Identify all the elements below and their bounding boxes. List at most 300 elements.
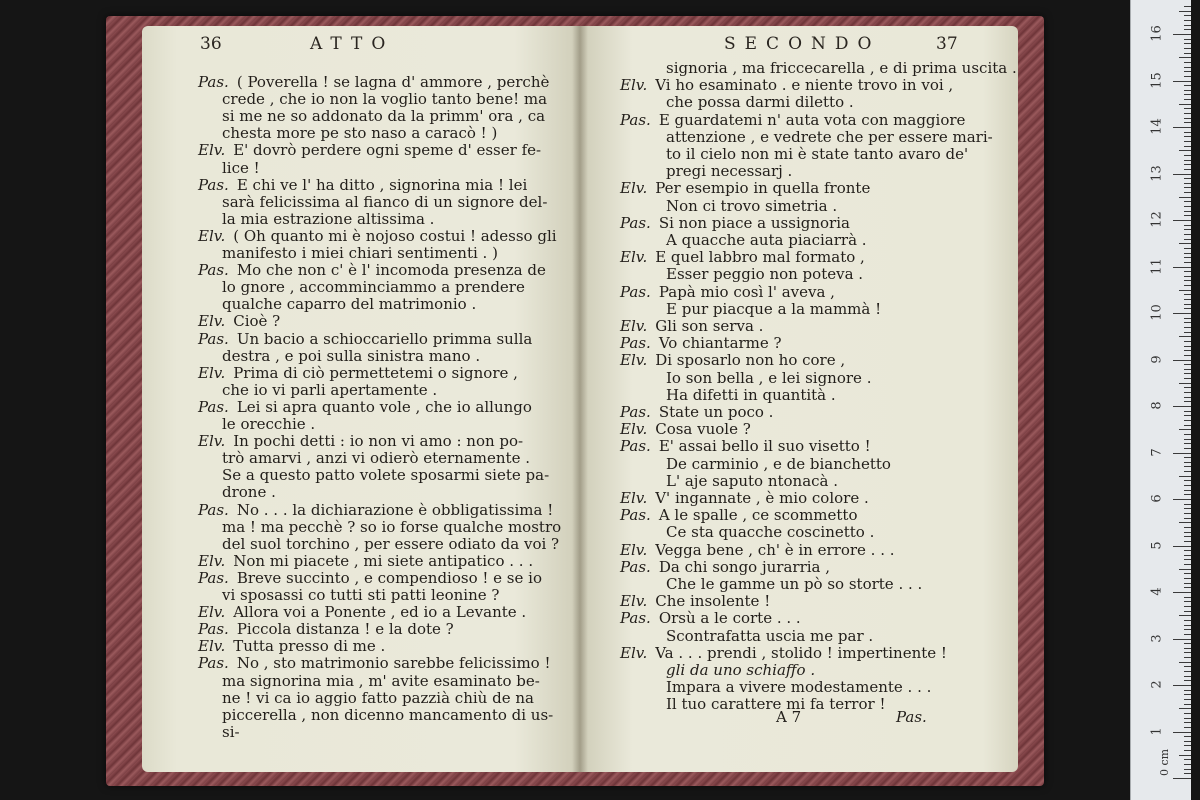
speaker-label: Elv. (198, 363, 226, 382)
line-text: Un bacio a schioccariello primma sulla (236, 329, 533, 348)
text-line (222, 108, 545, 125)
ruler-tick (1184, 299, 1191, 300)
ruler-tick (1173, 546, 1191, 547)
line-text: E pur piacque a la mammà ! (666, 299, 882, 318)
text-line (620, 490, 869, 507)
ruler-tick (1184, 318, 1191, 319)
line-text: pregi necessarj . (666, 162, 793, 181)
text-line (198, 655, 551, 672)
ruler-number: 11 (1149, 257, 1165, 275)
ruler-tick (1184, 71, 1191, 72)
line-text: si- (222, 722, 240, 741)
ruler-tick (1184, 304, 1191, 305)
line-text: Impara a vivere modestamente . . . (666, 678, 932, 697)
line-text: ( Oh quanto mi è nojoso costui ! adesso gli (233, 226, 557, 245)
ruler-tick (1184, 6, 1191, 7)
ruler-tick (1184, 387, 1191, 388)
line-text: V' ingannate , è mio colore . (655, 489, 869, 507)
text-line (666, 60, 1017, 77)
ruler-tick (1184, 169, 1191, 170)
ruler-tick (1184, 462, 1191, 463)
ruler-number: 6 (1149, 494, 1165, 503)
line-text: la mia estrazione altissima . (222, 209, 435, 228)
text-line (222, 125, 497, 142)
speaker-label: Pas. (198, 620, 229, 639)
line-text: attenzione , e vedrete che per essere mari- (666, 127, 993, 146)
ruler-tick (1184, 629, 1191, 630)
ruler-tick (1173, 685, 1191, 686)
text-line (222, 382, 437, 399)
line-text: A quacche auta piaciarrà . (666, 231, 867, 249)
line-text: lo gnore , accomminciammo a prendere (222, 278, 525, 297)
text-line (620, 249, 865, 266)
text-line (666, 456, 891, 473)
ruler-tick (1184, 108, 1191, 109)
ruler-tick (1184, 583, 1191, 584)
ruler-tick (1184, 94, 1191, 95)
ruler-tick (1184, 471, 1191, 472)
ruler-tick (1184, 155, 1191, 156)
line-text: del suol torchino , per essere odiato da voi ? (222, 534, 560, 553)
ruler-tick (1184, 494, 1191, 495)
text-line (222, 416, 315, 433)
ruler-tick (1184, 332, 1191, 333)
ruler-tick (1184, 420, 1191, 421)
line-text: Che le gamme un pò so storte . . . (666, 575, 923, 593)
line-text: E' dovrò perdere ogni speme d' esser fe- (233, 141, 542, 160)
ruler-tick (1184, 555, 1191, 556)
line-text: Allora voi a Ponente , ed io a Levante . (233, 603, 527, 622)
ruler-tick (1173, 81, 1191, 82)
text-line (222, 690, 534, 707)
ruler-tick (1184, 201, 1191, 202)
ruler-tick (1184, 271, 1191, 272)
line-text: chesta more pe sto naso a caracò ! ) (222, 124, 498, 143)
ruler-tick (1184, 643, 1191, 644)
ruler-tick (1173, 778, 1191, 779)
line-text: Cioè ? (233, 312, 281, 331)
ruler-tick (1184, 53, 1191, 54)
ruler-tick (1184, 559, 1191, 560)
text-line (198, 433, 523, 450)
measuring-ruler (1130, 0, 1191, 800)
ruler-tick (1184, 573, 1191, 574)
ruler-tick (1184, 666, 1191, 667)
ruler-tick (1184, 490, 1191, 491)
ruler-tick (1184, 750, 1191, 751)
ruler-tick (1184, 253, 1191, 254)
speaker-label: Pas. (198, 175, 229, 194)
ruler-tick (1184, 178, 1191, 179)
line-text: le orecchie . (222, 415, 316, 433)
line-text: E' assai bello il suo visetto ! (658, 437, 871, 456)
ruler-tick (1184, 85, 1191, 86)
speaker-label: Pas. (198, 500, 229, 519)
ruler-tick (1184, 415, 1191, 416)
ruler-tick (1184, 690, 1191, 691)
ruler-tick (1184, 364, 1191, 365)
ruler-tick (1184, 99, 1191, 100)
speaker-label: Pas. (198, 654, 229, 673)
line-text: No . . . la dichiarazione è obbligatissima ! (236, 500, 554, 519)
speaker-label: Elv. (198, 141, 226, 160)
ruler-number: 9 (1149, 354, 1165, 364)
ruler-tick (1184, 773, 1191, 774)
ruler-tick (1179, 336, 1191, 337)
line-text: State un poco . (658, 403, 774, 421)
text-line (666, 198, 837, 215)
line-text: Cosa vuole ? (655, 420, 751, 439)
ruler-tick (1184, 211, 1191, 212)
ruler-tick (1184, 550, 1191, 551)
text-line (620, 438, 871, 455)
ruler-tick (1184, 62, 1191, 63)
ruler-tick (1184, 457, 1191, 458)
line-text: L' aje saputo ntonacà . (666, 471, 839, 490)
ruler-tick (1184, 122, 1191, 123)
ruler-tick (1184, 694, 1191, 695)
text-line (666, 232, 867, 249)
ruler-tick (1184, 578, 1191, 579)
line-text: crede , che io non la voglio tanto bene! ma (222, 90, 548, 109)
ruler-tick (1173, 313, 1191, 314)
ruler-tick (1184, 736, 1191, 737)
speaker-label: Elv. (620, 179, 648, 198)
line-text: to il cielo non mi è state tanto avaro de' (666, 145, 969, 163)
ruler-tick (1184, 132, 1191, 133)
text-line (666, 576, 922, 593)
line-text: Vo chiantarme ? (658, 334, 782, 353)
ruler-tick (1184, 508, 1191, 509)
ruler-tick (1184, 676, 1191, 677)
ruler-tick (1173, 732, 1191, 733)
text-line (222, 245, 498, 262)
speaker-label: Pas. (198, 568, 229, 587)
line-text: vi sposassi co tutti sti patti leonine ? (222, 586, 500, 604)
text-line (666, 94, 854, 111)
text-line (222, 673, 540, 690)
ruler-tick (1184, 206, 1191, 207)
line-text: si me ne so addonato da la primm' ora , ca (222, 107, 546, 126)
ruler-tick (1184, 285, 1191, 286)
speaker-label: Elv. (198, 603, 226, 622)
text-line (222, 450, 530, 467)
ruler-number: 5 (1149, 540, 1165, 550)
text-line (222, 724, 240, 741)
text-line (620, 318, 763, 335)
text-line (222, 519, 561, 536)
text-line (666, 679, 931, 696)
ruler-tick (1184, 48, 1191, 49)
text-line (666, 163, 792, 180)
text-line (620, 507, 857, 524)
speaker-label: Elv. (620, 489, 648, 507)
line-text: Gli son serva . (655, 317, 764, 335)
ruler-tick (1184, 215, 1191, 216)
ruler-tick (1184, 160, 1191, 161)
ruler-tick (1184, 239, 1191, 240)
ruler-tick (1184, 764, 1191, 765)
text-line (620, 352, 845, 369)
line-text: Mo che non c' è l' incomoda presenza de (236, 261, 546, 280)
text-line (666, 301, 881, 318)
line-text: Che insolente ! (655, 592, 771, 611)
line-text: ma ! ma pecchè ? so io forse qualche mostro (222, 517, 562, 536)
ruler-tick (1179, 197, 1191, 198)
ruler-tick (1184, 378, 1191, 379)
speaker-label: Pas. (620, 506, 651, 525)
line-text: Non mi piacete , mi siete antipatico . . . (233, 551, 534, 570)
ruler-tick (1184, 485, 1191, 486)
ruler-tick (1184, 606, 1191, 607)
text-line (620, 180, 870, 197)
ruler-tick (1184, 76, 1191, 77)
text-line (620, 284, 835, 301)
text-line (222, 536, 559, 553)
text-line (198, 262, 546, 279)
right-running-head: SECONDO (724, 34, 881, 54)
text-line (666, 266, 863, 283)
speaker-label: Pas. (198, 329, 229, 348)
text-line (198, 638, 385, 655)
speaker-label: Elv. (620, 248, 648, 267)
text-line (198, 570, 542, 587)
ruler-tick (1179, 57, 1191, 58)
ruler-tick (1184, 713, 1191, 714)
ruler-tick (1184, 397, 1191, 398)
text-line (620, 335, 782, 352)
line-text: Vegga bene , ch' è in errore . . . (655, 540, 895, 559)
ruler-tick (1179, 662, 1191, 663)
ruler-tick (1184, 620, 1191, 621)
ruler-tick (1184, 625, 1191, 626)
line-text: trò amarvi , anzi vi odierò eternamente . (222, 449, 530, 468)
text-line (198, 228, 557, 245)
text-line (620, 404, 773, 421)
ruler-tick (1184, 350, 1191, 351)
line-text: E quel labbro mal formato , (655, 248, 865, 267)
ruler-number: 13 (1149, 164, 1165, 182)
ruler-number: 1 (1149, 726, 1165, 736)
line-text: ne ! vi ca io aggio fatto pazzià chiù de na (222, 688, 534, 707)
ruler-tick (1173, 453, 1191, 454)
ruler-tick (1184, 136, 1191, 137)
speaker-label: Pas. (620, 437, 651, 456)
text-line (666, 370, 871, 387)
ruler-tick (1179, 522, 1191, 523)
text-line (198, 177, 527, 194)
ruler-tick (1184, 648, 1191, 649)
ruler-tick (1179, 104, 1191, 105)
ruler-tick (1184, 611, 1191, 612)
line-text: In pochi detti : io non vi amo : non po- (233, 432, 524, 451)
text-line (222, 296, 476, 313)
ruler-tick (1184, 769, 1191, 770)
ruler-tick (1173, 360, 1191, 361)
ruler-tick (1184, 280, 1191, 281)
right-page-number: 37 (936, 34, 958, 54)
speaker-label: Elv. (620, 592, 648, 611)
text-line (620, 421, 751, 438)
ruler-tick (1173, 174, 1191, 175)
ruler-tick (1184, 164, 1191, 165)
speaker-label: Elv. (620, 351, 648, 370)
right-page-text (580, 26, 1018, 772)
ruler-tick (1184, 118, 1191, 119)
ruler-number: 12 (1149, 211, 1165, 228)
line-text: Va . . . prendi , stolido ! impertinente ! (655, 643, 947, 662)
text-line (620, 542, 895, 559)
ruler-tick (1179, 429, 1191, 430)
text-line (620, 215, 850, 232)
text-line (666, 473, 838, 490)
ruler-number: 4 (1149, 587, 1165, 596)
line-text: gli da uno schiaffo . (666, 661, 816, 679)
ruler-tick (1184, 355, 1191, 356)
text-line (198, 74, 549, 91)
line-text: Se a questo patto volete sposarmi siete pa- (222, 466, 550, 485)
line-text: Lei si apra quanto vole , che io allungo (236, 397, 532, 416)
text-line (198, 313, 280, 330)
speaker-label: Elv. (198, 432, 226, 451)
line-text: Orsù a le corte . . . (658, 609, 801, 628)
ruler-tick (1184, 187, 1191, 188)
ruler-unit-label: 0 cm (1158, 748, 1172, 777)
ruler-tick (1179, 615, 1191, 616)
text-line (198, 604, 526, 621)
ruler-tick (1184, 276, 1191, 277)
ruler-tick (1184, 722, 1191, 723)
ruler-tick (1184, 527, 1191, 528)
text-line (666, 628, 873, 645)
ruler-tick (1184, 113, 1191, 114)
text-line (620, 593, 770, 610)
text-line (198, 365, 518, 382)
ruler-tick (1184, 257, 1191, 258)
ruler-tick (1184, 518, 1191, 519)
ruler-tick (1184, 434, 1191, 435)
line-text: Vi ho esaminato . e niente trovo in voi , (655, 76, 954, 95)
text-line (620, 112, 965, 129)
ruler-tick (1184, 532, 1191, 533)
ruler-tick (1173, 639, 1191, 640)
text-line (666, 129, 993, 146)
line-text: A le spalle , ce scommetto (658, 506, 858, 525)
ruler-tick (1184, 346, 1191, 347)
speaker-label: Elv. (198, 551, 226, 570)
line-text: lice ! (222, 158, 260, 177)
speaker-label: Elv. (620, 317, 648, 335)
ruler-tick (1184, 587, 1191, 588)
line-text: Tutta presso di me . (233, 637, 386, 656)
ruler-tick (1184, 699, 1191, 700)
ruler-number: 16 (1149, 25, 1165, 42)
line-text: ma signorina mia , m' avite esaminato be- (222, 671, 540, 690)
ruler-tick (1173, 220, 1191, 221)
text-line (222, 484, 276, 501)
ruler-tick (1173, 267, 1191, 268)
speaker-label: Pas. (198, 73, 229, 91)
ruler-number: 14 (1149, 118, 1165, 135)
speaker-label: Pas. (620, 110, 651, 129)
ruler-tick (1179, 290, 1191, 291)
ruler-tick (1184, 466, 1191, 467)
line-text: Prima di ciò permettetemi o signore , (233, 363, 518, 382)
speaker-label: Pas. (620, 403, 651, 421)
ruler-tick (1184, 680, 1191, 681)
line-text: Il tuo carattere mi fa terror ! (666, 695, 886, 714)
ruler-tick (1184, 294, 1191, 295)
ruler-tick (1173, 499, 1191, 500)
text-line (666, 524, 874, 541)
line-text: E chi ve l' ha ditto , signorina mia ! lei (236, 175, 528, 194)
ruler-tick (1184, 480, 1191, 481)
text-line (666, 387, 836, 404)
text-line (222, 211, 434, 228)
ruler-tick (1184, 657, 1191, 658)
speaker-label: Elv. (198, 312, 226, 331)
ruler-tick (1184, 229, 1191, 230)
line-text: Scontrafatta uscia me par . (666, 626, 874, 645)
book-gutter (572, 26, 588, 772)
ruler-tick (1184, 25, 1191, 26)
line-text: Si non piace a ussignoria (658, 213, 850, 232)
ruler-tick (1184, 192, 1191, 193)
ruler-tick (1179, 11, 1191, 12)
line-text: manifesto i miei chiari sentimenti . ) (222, 244, 498, 262)
ruler-tick (1184, 369, 1191, 370)
left-page (142, 26, 580, 772)
text-line (222, 279, 525, 296)
ruler-tick (1184, 90, 1191, 91)
speaker-label: Pas. (620, 557, 651, 576)
line-text: ( Poverella ! se lagna d' ammore , perchè (236, 73, 550, 91)
ruler-tick (1184, 146, 1191, 147)
ruler-tick (1184, 248, 1191, 249)
ruler-tick (1184, 504, 1191, 505)
ruler-tick (1179, 755, 1191, 756)
ruler-tick (1184, 513, 1191, 514)
speaker-label: Pas. (620, 334, 651, 353)
ruler-tick (1179, 150, 1191, 151)
line-text: Da chi songo jurarria , (658, 557, 831, 576)
speaker-label: Elv. (620, 420, 648, 439)
ruler-number: 10 (1149, 304, 1165, 321)
line-text: Ce sta quacche coscinetto . (666, 523, 875, 542)
text-line (666, 662, 815, 679)
line-text: Esser peggio non poteva . (666, 265, 864, 284)
ruler-tick (1179, 383, 1191, 384)
ruler-number: 3 (1149, 633, 1165, 643)
ruler-tick (1184, 234, 1191, 235)
ruler-tick (1184, 183, 1191, 184)
line-text: drone . (222, 483, 276, 502)
ruler-tick (1173, 592, 1191, 593)
ruler-tick (1173, 34, 1191, 35)
speaker-label: Pas. (198, 261, 229, 280)
ruler-tick (1179, 569, 1191, 570)
text-line (198, 399, 532, 416)
ruler-tick (1184, 652, 1191, 653)
ruler-tick (1184, 225, 1191, 226)
left-page-number: 36 (200, 34, 222, 54)
ruler-number: 15 (1149, 71, 1165, 89)
line-text: Breve succinto , e compendioso ! e se io (236, 568, 542, 587)
ruler-tick (1184, 373, 1191, 374)
text-line (620, 77, 953, 94)
ruler-tick (1184, 322, 1191, 323)
line-text: E guardatemi n' auta vota con maggiore (658, 110, 966, 129)
